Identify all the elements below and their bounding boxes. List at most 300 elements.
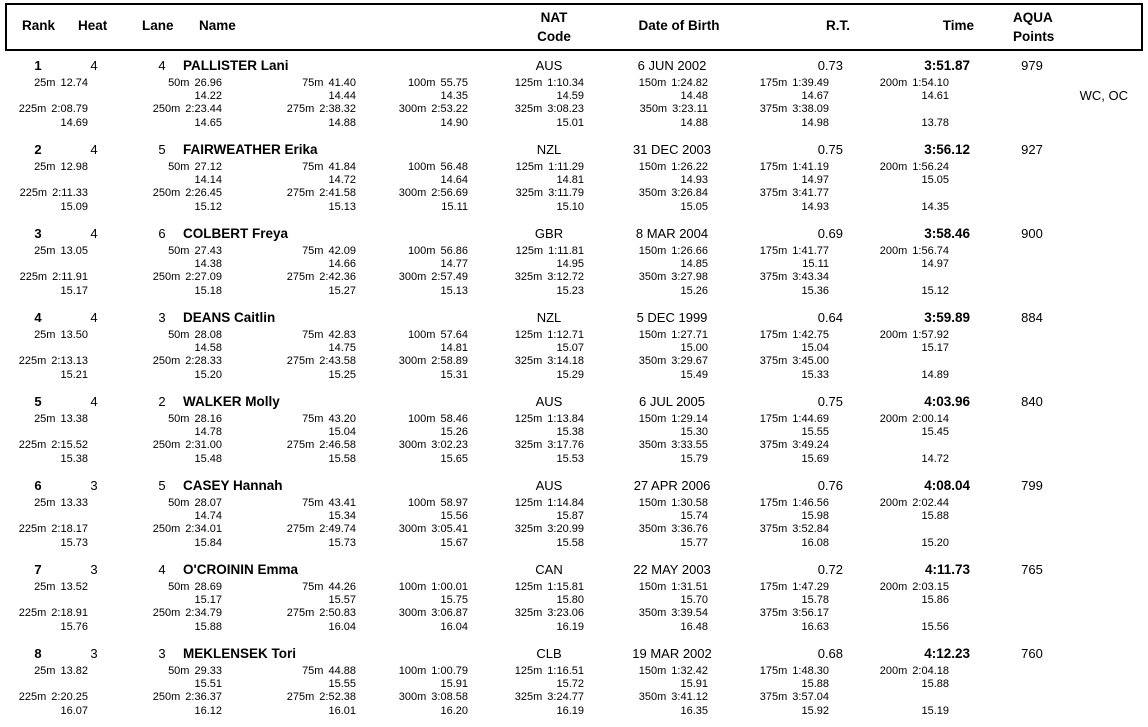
- split-time: [88, 77, 222, 90]
- split-cumulative-time: 2:11.91: [52, 271, 88, 284]
- lap-time: 14.65: [194, 116, 222, 129]
- split-cumulative-time: 55.75: [440, 77, 468, 89]
- split-distance-label: 275m: [286, 271, 315, 284]
- split-distance-label: 250m: [152, 103, 181, 116]
- lap-time: 15.79: [680, 452, 708, 465]
- split-cumulative-time: 58.97: [440, 497, 468, 509]
- lap-time: 15.01: [556, 116, 584, 129]
- split-time: [708, 77, 829, 90]
- split-cumulative-time: 1:27.71: [671, 329, 708, 341]
- split-time: [708, 439, 829, 452]
- swimmer-name: COLBERT Freya: [183, 226, 289, 241]
- split-distance-label: 225m: [18, 523, 47, 536]
- lap-time: 15.80: [556, 594, 584, 607]
- swimmer-name: CASEY Hannah: [183, 478, 283, 493]
- splits-line-2: [0, 523, 1148, 536]
- split-distance-label: 375m: [759, 691, 788, 704]
- split-cumulative-time: 2:18.17: [51, 523, 88, 536]
- split-cumulative-time: 2:50.83: [319, 607, 356, 620]
- split-cumulative-time: 1:32.42: [671, 665, 708, 677]
- split-distance-label: 350m: [639, 103, 668, 116]
- reaction-time: 0.72: [817, 562, 843, 577]
- split-cumulative-time: 1:13.84: [547, 413, 584, 425]
- split-cumulative-time: 3:20.99: [547, 523, 584, 536]
- lap-time: 14.44: [328, 90, 356, 103]
- split-cumulative-time: 58.46: [440, 413, 468, 425]
- split-cumulative-time: 1:11.81: [548, 245, 584, 257]
- split-distance-label: 300m: [398, 103, 427, 116]
- split-distance-label: 75m: [302, 329, 324, 341]
- results-rows: [0, 55, 1148, 727]
- reaction-time: 0.73: [817, 58, 843, 73]
- final-time: 3:59.89: [924, 310, 970, 325]
- split-cumulative-time: 2:00.14: [912, 413, 949, 425]
- lap-time: 15.34: [328, 510, 356, 523]
- split-cumulative-time: 3:08.23: [547, 103, 584, 116]
- split-time: [584, 329, 708, 342]
- split-distance-label: 375m: [759, 271, 788, 284]
- split-time: [222, 77, 356, 90]
- split-cumulative-time: 2:36.37: [185, 691, 222, 704]
- results-sheet: [0, 3, 1148, 727]
- split-cumulative-time: 1:24.82: [671, 77, 708, 89]
- lap-time: 15.88: [921, 678, 949, 691]
- split-cumulative-time: 3:14.18: [547, 355, 584, 368]
- split-time: [468, 665, 584, 678]
- lap-time: 16.04: [328, 620, 356, 633]
- split-time: [88, 523, 222, 536]
- result-main-line: [0, 142, 1148, 159]
- splits-line-1: [0, 77, 1148, 90]
- lap-time: 15.69: [801, 452, 829, 465]
- aqua-points: 840: [1021, 394, 1043, 409]
- split-distance-label: 75m: [302, 581, 324, 593]
- lap-time: 15.65: [440, 452, 468, 465]
- split-distance-label: 100m: [398, 665, 427, 677]
- split-time: [0, 103, 88, 116]
- lane-number: 6: [158, 226, 166, 241]
- lap-time: 14.77: [440, 258, 468, 271]
- reaction-time: 0.64: [817, 310, 843, 325]
- lap-time: 14.95: [556, 258, 584, 271]
- split-time: [468, 497, 584, 510]
- split-time: [708, 691, 829, 704]
- lap-time: 15.75: [440, 594, 468, 607]
- lap-time: 14.88: [680, 116, 708, 129]
- lap-time: 15.91: [680, 678, 708, 691]
- splits-line-1: [0, 413, 1148, 426]
- split-distance-label: 200m: [879, 581, 908, 593]
- split-cumulative-time: 2:13.13: [51, 355, 88, 368]
- lap-time: 15.17: [60, 284, 88, 297]
- split-distance-label: 50m: [168, 581, 190, 593]
- split-cumulative-time: 3:45.00: [792, 355, 829, 368]
- lap-time: 15.87: [556, 510, 584, 523]
- split-distance-label: 375m: [759, 523, 788, 536]
- split-distance-label: 275m: [286, 691, 315, 704]
- split-distance-label: 275m: [286, 355, 315, 368]
- split-distance-label: 225m: [18, 355, 47, 368]
- split-time: [0, 581, 88, 594]
- header-points-line2: Points: [1013, 29, 1055, 44]
- split-distance-label: 50m: [168, 665, 190, 677]
- split-time: [468, 523, 584, 536]
- split-time: [356, 665, 468, 678]
- rank: 1: [34, 58, 42, 73]
- split-distance-label: 225m: [18, 103, 47, 116]
- date-of-birth: 5 DEC 1999: [636, 310, 708, 325]
- split-cumulative-time: 2:43.58: [319, 355, 356, 368]
- split-distance-label: 300m: [398, 691, 427, 704]
- header-lane: Lane: [142, 18, 174, 33]
- lap-time: [0, 678, 88, 691]
- split-distance-label: 150m: [638, 161, 667, 173]
- split-time: [356, 245, 468, 258]
- nat-code: AUS: [535, 394, 563, 409]
- split-distance-label: 25m: [34, 497, 56, 509]
- split-time: [222, 245, 356, 258]
- split-cumulative-time: 2:23.44: [185, 103, 222, 116]
- split-time: [468, 581, 584, 594]
- split-cumulative-time: 56.86: [440, 245, 468, 257]
- lap-time: 15.11: [802, 258, 829, 271]
- lap-time: 16.08: [801, 536, 829, 549]
- split-time: [708, 271, 829, 284]
- split-distance-label: 125m: [515, 161, 544, 173]
- splits-line-1: [0, 329, 1148, 342]
- record-note: WC, OC: [1079, 88, 1128, 103]
- nat-code: AUS: [535, 478, 563, 493]
- split-distance-label: 75m: [302, 413, 324, 425]
- lap-time: 15.26: [680, 284, 708, 297]
- lap-time: 15.10: [556, 200, 584, 213]
- lap-time: 15.73: [60, 536, 88, 549]
- split-cumulative-time: 2:15.52: [51, 439, 88, 452]
- lap-time: 15.72: [556, 678, 584, 691]
- rank: 4: [34, 310, 42, 325]
- result-row: [0, 139, 1148, 223]
- split-distance-label: 175m: [759, 329, 788, 341]
- split-distance-label: 125m: [514, 77, 543, 89]
- nat-code: NZL: [536, 310, 562, 325]
- split-time: [88, 581, 222, 594]
- lap-time: 14.85: [680, 258, 708, 271]
- split-time: [468, 607, 584, 620]
- header-date-of-birth: Date of Birth: [638, 18, 720, 33]
- split-time: [356, 439, 468, 452]
- result-main-line: [0, 394, 1148, 411]
- split-distance-label: 150m: [638, 245, 667, 257]
- split-time: [708, 161, 829, 174]
- aqua-points: 900: [1021, 226, 1043, 241]
- result-row: [0, 643, 1148, 727]
- lap-time: 15.73: [328, 536, 356, 549]
- split-time: [222, 523, 356, 536]
- split-cumulative-time: 2:08.79: [51, 103, 88, 116]
- split-time: [708, 103, 829, 116]
- lap-time: 15.27: [328, 284, 356, 297]
- lap-time: 15.86: [921, 594, 949, 607]
- split-cumulative-time: 13.05: [60, 245, 88, 257]
- header-nat-code: [515, 8, 593, 46]
- split-time: [0, 271, 88, 284]
- split-distance-label: 125m: [514, 581, 543, 593]
- split-time: [88, 691, 222, 704]
- result-row: [0, 307, 1148, 391]
- lap-time: 14.64: [440, 174, 468, 187]
- split-cumulative-time: 3:57.04: [792, 691, 829, 704]
- header-heat: Heat: [78, 18, 108, 33]
- split-distance-label: 100m: [407, 413, 436, 425]
- aqua-points: 799: [1021, 478, 1043, 493]
- split-time: [468, 413, 584, 426]
- split-cumulative-time: 1:12.71: [547, 329, 584, 341]
- split-time: [584, 581, 708, 594]
- split-cumulative-time: 3:49.24: [792, 439, 829, 452]
- lap-time: 15.04: [801, 342, 829, 355]
- split-cumulative-time: 3:38.09: [792, 103, 829, 116]
- split-cumulative-time: 1:29.14: [671, 413, 708, 425]
- split-cumulative-time: 1:26.66: [671, 245, 708, 257]
- split-cumulative-time: 2:04.18: [912, 665, 949, 677]
- split-distance-label: 50m: [168, 497, 190, 509]
- split-distance-label: 150m: [638, 581, 667, 593]
- lap-time: 15.05: [680, 200, 708, 213]
- heat-number: 4: [90, 310, 98, 325]
- table-header: [5, 3, 1143, 51]
- lap-time: 14.58: [194, 342, 222, 355]
- split-distance-label: 225m: [18, 439, 47, 452]
- split-distance-label: 325m: [515, 187, 544, 200]
- split-time: [468, 691, 584, 704]
- result-row: [0, 223, 1148, 307]
- result-main-line: [0, 478, 1148, 495]
- split-time: [468, 329, 584, 342]
- final-time: 4:08.04: [924, 478, 970, 493]
- nat-code: GBR: [534, 226, 564, 241]
- split-distance-label: 300m: [398, 271, 427, 284]
- laps-line-1: [0, 594, 1148, 607]
- split-cumulative-time: 3:06.87: [431, 607, 468, 620]
- split-time: [708, 665, 829, 678]
- lap-time: 16.20: [440, 704, 468, 717]
- split-time: [829, 161, 949, 174]
- nat-code: NZL: [536, 142, 562, 157]
- lap-time: 14.35: [921, 200, 949, 213]
- result-main-line: [0, 646, 1148, 663]
- laps-line-1: [0, 678, 1148, 691]
- split-time: [584, 665, 708, 678]
- lap-time: 14.72: [921, 452, 949, 465]
- split-distance-label: 100m: [407, 497, 436, 509]
- splits-line-2: [0, 355, 1148, 368]
- lap-time: 14.67: [801, 90, 829, 103]
- split-time: [584, 161, 708, 174]
- lap-time: [0, 426, 88, 439]
- split-time: [829, 103, 949, 116]
- split-time: [222, 691, 356, 704]
- laps-line-1: [0, 174, 1148, 187]
- lap-time: 14.74: [194, 510, 222, 523]
- lap-time: 15.25: [328, 368, 356, 381]
- split-time: [356, 523, 468, 536]
- result-row: [0, 391, 1148, 475]
- lap-time: 15.11: [441, 200, 468, 213]
- lap-time: 15.55: [801, 426, 829, 439]
- rank: 8: [34, 646, 42, 661]
- split-cumulative-time: 3:23.06: [547, 607, 584, 620]
- split-time: [708, 607, 829, 620]
- split-cumulative-time: 1:39.49: [792, 77, 829, 89]
- split-distance-label: 25m: [34, 329, 56, 341]
- final-time: 4:11.73: [924, 562, 970, 577]
- split-cumulative-time: 3:33.55: [671, 439, 708, 452]
- split-distance-label: 75m: [302, 245, 324, 257]
- rank: 6: [34, 478, 42, 493]
- split-cumulative-time: 2:38.32: [319, 103, 356, 116]
- heat-number: 4: [90, 394, 98, 409]
- split-time: [468, 245, 584, 258]
- split-distance-label: 125m: [514, 497, 543, 509]
- split-time: [468, 103, 584, 116]
- split-distance-label: 250m: [152, 607, 181, 620]
- lap-time: 14.81: [440, 342, 468, 355]
- split-cumulative-time: 2:28.33: [185, 355, 222, 368]
- splits-line-1: [0, 497, 1148, 510]
- lap-time: 15.30: [680, 426, 708, 439]
- split-distance-label: 300m: [398, 355, 427, 368]
- split-cumulative-time: 3:39.54: [671, 607, 708, 620]
- split-time: [0, 355, 88, 368]
- final-time: 4:12.23: [924, 646, 970, 661]
- split-cumulative-time: 41.40: [328, 77, 356, 89]
- split-time: [584, 497, 708, 510]
- split-time: [468, 77, 584, 90]
- split-time: [829, 245, 949, 258]
- split-time: [222, 439, 356, 452]
- split-time: [356, 607, 468, 620]
- split-distance-label: 350m: [638, 691, 667, 704]
- split-distance-label: 150m: [638, 497, 667, 509]
- lap-time: 15.51: [194, 678, 222, 691]
- swimmer-name: DEANS Caitlin: [183, 310, 276, 325]
- split-time: [584, 413, 708, 426]
- lap-time: 15.29: [556, 368, 584, 381]
- split-distance-label: 325m: [514, 355, 543, 368]
- laps-line-2: [0, 201, 1148, 214]
- aqua-points: 765: [1021, 562, 1043, 577]
- split-time: [222, 581, 356, 594]
- lap-time: 15.70: [680, 594, 708, 607]
- splits-line-2: [0, 691, 1148, 704]
- split-distance-label: 175m: [759, 665, 788, 677]
- lap-time: 14.69: [60, 116, 88, 129]
- lap-time: 15.84: [194, 536, 222, 549]
- split-distance-label: 350m: [638, 439, 667, 452]
- header-nat-line1: NAT: [540, 10, 568, 25]
- split-distance-label: 175m: [759, 413, 788, 425]
- split-distance-label: 225m: [19, 187, 48, 200]
- split-distance-label: 350m: [638, 523, 667, 536]
- split-time: [88, 355, 222, 368]
- heat-number: 3: [90, 562, 98, 577]
- lap-time: 15.19: [921, 704, 949, 717]
- lap-time: 15.17: [921, 342, 949, 355]
- split-time: [0, 329, 88, 342]
- split-distance-label: 200m: [879, 161, 908, 173]
- split-time: [88, 497, 222, 510]
- split-cumulative-time: 3:11.79: [548, 187, 584, 200]
- splits-line-2: [0, 187, 1148, 200]
- split-cumulative-time: 13.50: [60, 329, 88, 341]
- laps-line-1: [0, 510, 1148, 523]
- split-cumulative-time: 43.20: [328, 413, 356, 425]
- split-cumulative-time: 29.33: [194, 665, 222, 677]
- split-time: [708, 355, 829, 368]
- lane-number: 4: [158, 562, 166, 577]
- nat-code: CLB: [536, 646, 562, 661]
- lap-time: 15.57: [328, 594, 356, 607]
- laps-line-2: [0, 705, 1148, 718]
- split-distance-label: 350m: [638, 355, 667, 368]
- split-cumulative-time: 2:20.25: [51, 691, 88, 704]
- lap-time: 15.00: [680, 342, 708, 355]
- split-cumulative-time: 1:00.79: [431, 665, 468, 677]
- split-time: [829, 581, 949, 594]
- split-time: [829, 355, 949, 368]
- lap-time: 15.33: [801, 368, 829, 381]
- split-time: [584, 439, 708, 452]
- lap-time: 15.88: [921, 510, 949, 523]
- lap-time: 14.22: [194, 90, 222, 103]
- swimmer-name: PALLISTER Lani: [183, 58, 289, 73]
- split-cumulative-time: 3:56.17: [792, 607, 829, 620]
- split-time: [468, 187, 584, 200]
- split-time: [0, 77, 88, 90]
- split-time: [829, 439, 949, 452]
- date-of-birth: 6 JUL 2005: [638, 394, 705, 409]
- lap-time: 15.18: [194, 284, 222, 297]
- split-distance-label: 200m: [879, 329, 908, 341]
- lap-time: 15.92: [801, 704, 829, 717]
- split-distance-label: 275m: [286, 523, 315, 536]
- split-distance-label: 150m: [638, 77, 667, 89]
- split-time: [584, 245, 708, 258]
- result-main-line: [0, 562, 1148, 579]
- lap-time: 16.48: [680, 620, 708, 633]
- split-distance-label: 375m: [759, 103, 788, 116]
- splits-line-1: [0, 581, 1148, 594]
- date-of-birth: 22 MAY 2003: [633, 562, 711, 577]
- split-time: [468, 355, 584, 368]
- lap-time: 15.56: [440, 510, 468, 523]
- split-cumulative-time: 2:52.38: [319, 691, 356, 704]
- lap-time: 15.76: [60, 620, 88, 633]
- split-time: [829, 329, 949, 342]
- lap-time: 15.20: [921, 536, 949, 549]
- split-distance-label: 225m: [18, 691, 47, 704]
- split-time: [829, 497, 949, 510]
- splits-line-2: [0, 103, 1148, 116]
- lap-time: 15.88: [194, 620, 222, 633]
- split-cumulative-time: 1:48.30: [792, 665, 829, 677]
- split-time: [222, 413, 356, 426]
- split-time: [829, 607, 949, 620]
- split-time: [356, 271, 468, 284]
- split-distance-label: 200m: [879, 77, 908, 89]
- split-time: [829, 691, 949, 704]
- split-time: [0, 607, 88, 620]
